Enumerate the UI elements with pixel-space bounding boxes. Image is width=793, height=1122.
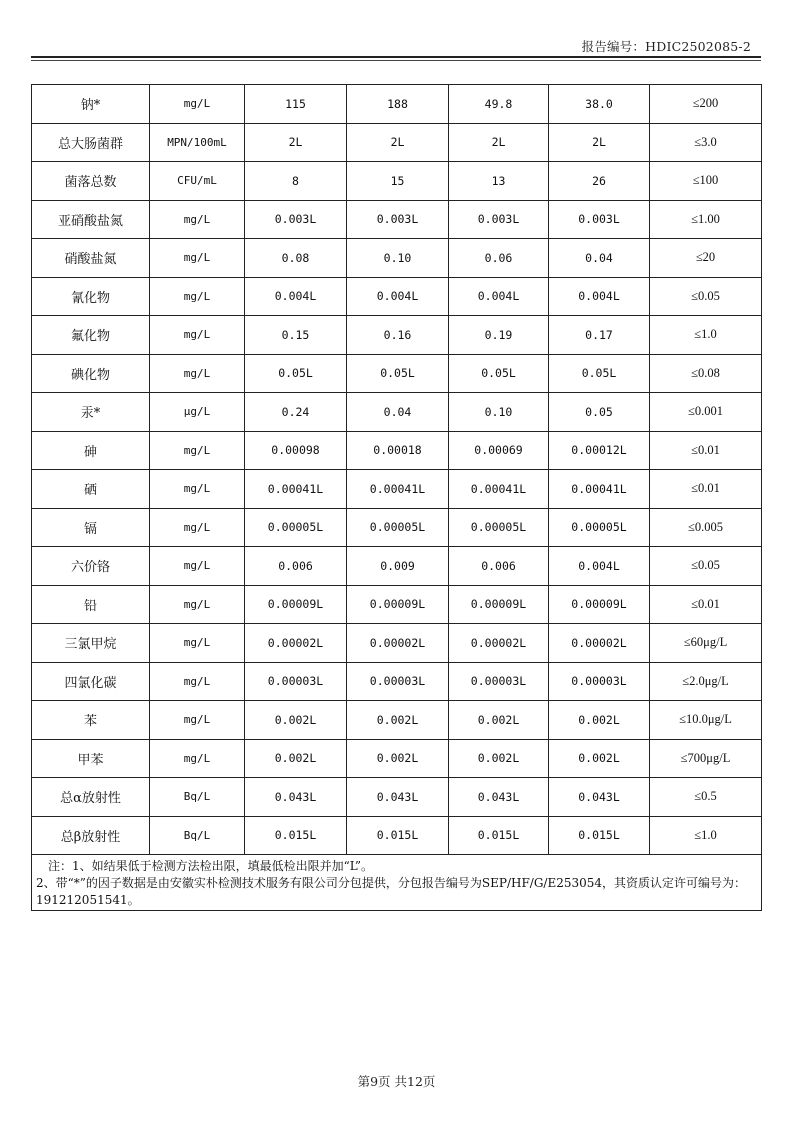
test-item-cell: 碘化物 (32, 354, 150, 393)
results-table (31, 84, 762, 911)
sample-3-value-cell: 0.002L (449, 701, 549, 740)
table-row (32, 739, 762, 778)
sample-1-value-cell: 0.002L (245, 739, 347, 778)
sample-4-value-cell: 0.003L (549, 200, 650, 239)
test-item-cell: 铅 (32, 585, 150, 624)
table-row (32, 277, 762, 316)
sample-4-value-cell: 0.00005L (549, 508, 650, 547)
limit-cell: ≤0.01 (650, 431, 762, 470)
test-item-cell: 氰化物 (32, 277, 150, 316)
unit-cell: mg/L (150, 470, 245, 509)
sample-3-value-cell: 0.19 (449, 316, 549, 355)
test-item-cell: 硝酸盐氮 (32, 239, 150, 278)
limit-cell: ≤1.0 (650, 316, 762, 355)
limit-cell: ≤60μg/L (650, 624, 762, 663)
sample-3-value-cell: 0.006 (449, 547, 549, 586)
sample-4-value-cell: 0.05L (549, 354, 650, 393)
table-row (32, 123, 762, 162)
sample-3-value-cell: 0.00041L (449, 470, 549, 509)
header-divider (31, 56, 761, 58)
sample-4-value-cell: 0.004L (549, 277, 650, 316)
sample-1-value-cell: 0.002L (245, 701, 347, 740)
test-item-cell: 甲苯 (32, 739, 150, 778)
sample-1-value-cell: 0.08 (245, 239, 347, 278)
sample-3-value-cell: 0.05L (449, 354, 549, 393)
unit-cell: Bq/L (150, 816, 245, 855)
sample-2-value-cell: 0.00005L (347, 508, 449, 547)
results-table-body (32, 85, 762, 855)
test-item-cell: 镉 (32, 508, 150, 547)
sample-4-value-cell: 0.004L (549, 547, 650, 586)
sample-4-value-cell: 0.002L (549, 739, 650, 778)
table-row (32, 354, 762, 393)
sample-2-value-cell: 15 (347, 162, 449, 201)
page-footer: 第9页 共12页 (357, 1074, 436, 1089)
limit-cell: ≤10.0μg/L (650, 701, 762, 740)
sample-4-value-cell: 0.00041L (549, 470, 650, 509)
unit-cell: mg/L (150, 547, 245, 586)
sample-3-value-cell: 0.002L (449, 739, 549, 778)
sample-3-value-cell: 0.004L (449, 277, 549, 316)
sample-3-value-cell: 0.10 (449, 393, 549, 432)
table-row (32, 662, 762, 701)
table-row (32, 508, 762, 547)
header-divider-thin (31, 60, 761, 61)
sample-2-value-cell: 0.009 (347, 547, 449, 586)
sample-4-value-cell: 0.00003L (549, 662, 650, 701)
table-row (32, 393, 762, 432)
sample-1-value-cell: 0.00009L (245, 585, 347, 624)
table-row (32, 547, 762, 586)
sample-2-value-cell: 0.00009L (347, 585, 449, 624)
sample-1-value-cell: 0.00005L (245, 508, 347, 547)
limit-cell: ≤1.00 (650, 200, 762, 239)
table-row (32, 316, 762, 355)
sample-1-value-cell: 0.003L (245, 200, 347, 239)
sample-1-value-cell: 0.05L (245, 354, 347, 393)
sample-3-value-cell: 0.00005L (449, 508, 549, 547)
limit-cell: ≤0.08 (650, 354, 762, 393)
limit-cell: ≤0.01 (650, 585, 762, 624)
limit-cell: ≤3.0 (650, 123, 762, 162)
test-item-cell: 总大肠菌群 (32, 123, 150, 162)
sample-3-value-cell: 49.8 (449, 85, 549, 124)
table-row (32, 162, 762, 201)
sample-4-value-cell: 38.0 (549, 85, 650, 124)
sample-1-value-cell: 115 (245, 85, 347, 124)
sample-2-value-cell: 0.043L (347, 778, 449, 817)
unit-cell: mg/L (150, 239, 245, 278)
table-row (32, 585, 762, 624)
unit-cell: mg/L (150, 354, 245, 393)
test-item-cell: 总β放射性 (32, 816, 150, 855)
sample-2-value-cell: 0.05L (347, 354, 449, 393)
test-item-cell: 钠* (32, 85, 150, 124)
notes-cell (32, 855, 762, 911)
sample-4-value-cell: 0.015L (549, 816, 650, 855)
limit-cell: ≤2.0μg/L (650, 662, 762, 701)
limit-cell: ≤0.05 (650, 277, 762, 316)
sample-1-value-cell: 0.006 (245, 547, 347, 586)
note-line-1: 注：1、如结果低于检测方法检出限，填最低检出限并加“L”。 (48, 859, 373, 873)
limit-cell: ≤100 (650, 162, 762, 201)
sample-1-value-cell: 2L (245, 123, 347, 162)
table-row (32, 239, 762, 278)
sample-2-value-cell: 0.16 (347, 316, 449, 355)
unit-cell: Bq/L (150, 778, 245, 817)
unit-cell: mg/L (150, 85, 245, 124)
unit-cell: mg/L (150, 316, 245, 355)
limit-cell: ≤0.5 (650, 778, 762, 817)
unit-cell: mg/L (150, 585, 245, 624)
test-item-cell: 总α放射性 (32, 778, 150, 817)
sample-2-value-cell: 0.00018 (347, 431, 449, 470)
limit-cell: ≤0.001 (650, 393, 762, 432)
table-row (32, 778, 762, 817)
sample-2-value-cell: 0.04 (347, 393, 449, 432)
sample-3-value-cell: 0.015L (449, 816, 549, 855)
table-row (32, 85, 762, 124)
table-row (32, 701, 762, 740)
sample-2-value-cell: 0.004L (347, 277, 449, 316)
sample-2-value-cell: 0.015L (347, 816, 449, 855)
sample-2-value-cell: 0.10 (347, 239, 449, 278)
report-number: 报告编号：HDIC2502085-2 (581, 39, 751, 54)
note-line-2: 2、带“*”的因子数据是由安徽实朴检测技术服务有限公司分包提供，分包报告编号为SEP/HF/G/E253054，其资质认定许可编号为：191212051541。 (36, 876, 747, 907)
sample-2-value-cell: 2L (347, 123, 449, 162)
sample-2-value-cell: 0.00003L (347, 662, 449, 701)
sample-1-value-cell: 0.004L (245, 277, 347, 316)
table-row (32, 200, 762, 239)
sample-4-value-cell: 0.002L (549, 701, 650, 740)
sample-3-value-cell: 0.00003L (449, 662, 549, 701)
sample-1-value-cell: 0.00003L (245, 662, 347, 701)
sample-1-value-cell: 0.00098 (245, 431, 347, 470)
sample-3-value-cell: 13 (449, 162, 549, 201)
sample-3-value-cell: 0.043L (449, 778, 549, 817)
limit-cell: ≤200 (650, 85, 762, 124)
test-item-cell: 苯 (32, 701, 150, 740)
sample-4-value-cell: 2L (549, 123, 650, 162)
sample-1-value-cell: 0.043L (245, 778, 347, 817)
unit-cell: MPN/100mL (150, 123, 245, 162)
sample-2-value-cell: 0.003L (347, 200, 449, 239)
test-item-cell: 汞* (32, 393, 150, 432)
notes-row (32, 855, 762, 911)
sample-4-value-cell: 0.04 (549, 239, 650, 278)
sample-4-value-cell: 0.00012L (549, 431, 650, 470)
limit-cell: ≤0.005 (650, 508, 762, 547)
unit-cell: mg/L (150, 662, 245, 701)
sample-3-value-cell: 0.06 (449, 239, 549, 278)
test-item-cell: 三氯甲烷 (32, 624, 150, 663)
unit-cell: mg/L (150, 701, 245, 740)
test-item-cell: 硒 (32, 470, 150, 509)
table-row (32, 624, 762, 663)
test-item-cell: 氟化物 (32, 316, 150, 355)
sample-2-value-cell: 0.00002L (347, 624, 449, 663)
sample-3-value-cell: 0.00009L (449, 585, 549, 624)
sample-3-value-cell: 0.00002L (449, 624, 549, 663)
table-row (32, 470, 762, 509)
sample-4-value-cell: 0.05 (549, 393, 650, 432)
unit-cell: mg/L (150, 200, 245, 239)
unit-cell: mg/L (150, 739, 245, 778)
sample-2-value-cell: 0.002L (347, 739, 449, 778)
sample-4-value-cell: 0.17 (549, 316, 650, 355)
sample-3-value-cell: 0.003L (449, 200, 549, 239)
unit-cell: mg/L (150, 431, 245, 470)
test-item-cell: 砷 (32, 431, 150, 470)
sample-1-value-cell: 0.24 (245, 393, 347, 432)
unit-cell: mg/L (150, 508, 245, 547)
sample-1-value-cell: 0.00041L (245, 470, 347, 509)
sample-1-value-cell: 8 (245, 162, 347, 201)
unit-cell: μg/L (150, 393, 245, 432)
sample-4-value-cell: 26 (549, 162, 650, 201)
limit-cell: ≤700μg/L (650, 739, 762, 778)
test-item-cell: 菌落总数 (32, 162, 150, 201)
sample-2-value-cell: 0.002L (347, 701, 449, 740)
limit-cell: ≤0.01 (650, 470, 762, 509)
sample-3-value-cell: 2L (449, 123, 549, 162)
sample-2-value-cell: 188 (347, 85, 449, 124)
unit-cell: CFU/mL (150, 162, 245, 201)
table-row (32, 431, 762, 470)
limit-cell: ≤20 (650, 239, 762, 278)
sample-1-value-cell: 0.00002L (245, 624, 347, 663)
limit-cell: ≤0.05 (650, 547, 762, 586)
test-item-cell: 亚硝酸盐氮 (32, 200, 150, 239)
table-row (32, 816, 762, 855)
test-item-cell: 六价铬 (32, 547, 150, 586)
unit-cell: mg/L (150, 624, 245, 663)
sample-3-value-cell: 0.00069 (449, 431, 549, 470)
limit-cell: ≤1.0 (650, 816, 762, 855)
sample-1-value-cell: 0.015L (245, 816, 347, 855)
sample-2-value-cell: 0.00041L (347, 470, 449, 509)
unit-cell: mg/L (150, 277, 245, 316)
sample-4-value-cell: 0.043L (549, 778, 650, 817)
sample-4-value-cell: 0.00002L (549, 624, 650, 663)
test-item-cell: 四氯化碳 (32, 662, 150, 701)
sample-1-value-cell: 0.15 (245, 316, 347, 355)
sample-4-value-cell: 0.00009L (549, 585, 650, 624)
